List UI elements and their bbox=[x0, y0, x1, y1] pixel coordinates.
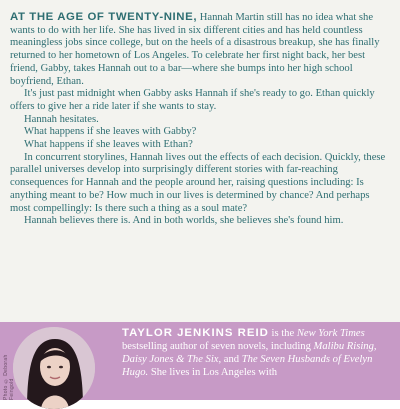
photo-credit: Photo © Deborah Feingold bbox=[3, 354, 15, 400]
author-portrait-icon bbox=[13, 327, 95, 409]
bio-text: is the bbox=[268, 328, 297, 339]
bio-italic: The Seven Husbands of Evelyn Hugo. bbox=[122, 354, 373, 378]
blurb-text: Hannah Martin still has no idea what she wants to do with her life. She has lived in six different cities and has held countless meaningless jobs since college, but on the heels of a disastrous breakup, she has finally returned to her hometown of Los Angeles. To celebrate her first night back, her best friend, Gabby, takes Hannah out to a bar—where she bumps into her high school boyfriend, Ethan. bbox=[10, 12, 380, 87]
author-name: TAYLOR JENKINS REID bbox=[122, 327, 269, 339]
blurb-paragraph: What happens if she leaves with Gabby? bbox=[24, 126, 197, 138]
blurb-lead: AT THE AGE OF TWENTY-NINE, bbox=[10, 11, 198, 23]
bio-italic: Malibu Rising, Daisy Jones & The Six, bbox=[122, 341, 377, 365]
blurb-paragraph: Hannah hesitates. bbox=[24, 113, 99, 125]
blurb-paragraph: It's just past midnight when Gabby asks Hannah if she's ready to go. Ethan quickly offers to give her a ride later if she wants to stay. bbox=[10, 88, 375, 112]
blurb-paragraph: In concurrent storylines, Hannah lives out the effects of each decision. Quickly, these parallel universes develop into surprisingly different stories with far-reaching consequences for Hannah and the people around her, raising questions including: Is anything meant to be? How much in our lives is determined by chance? And perhaps most compellingly: Is there such a thing as a soul mate? bbox=[10, 151, 386, 214]
blurb-paragraph: Hannah believes there is. And in both worlds, she believes she's found him. bbox=[24, 215, 344, 227]
blurb-paragraph bbox=[10, 11, 390, 88]
bio-text: She lives in Los Angeles with bbox=[148, 367, 278, 378]
blurb-paragraph: What happens if she leaves with Ethan? bbox=[24, 139, 193, 151]
bio-italic: New York Times bbox=[296, 328, 365, 339]
bio-text: bestselling author of seven novels, including bbox=[122, 341, 314, 352]
author-bio-text bbox=[122, 327, 392, 379]
bio-text: and bbox=[221, 354, 242, 365]
author-bio-band bbox=[0, 322, 400, 400]
author-photo bbox=[13, 327, 95, 409]
